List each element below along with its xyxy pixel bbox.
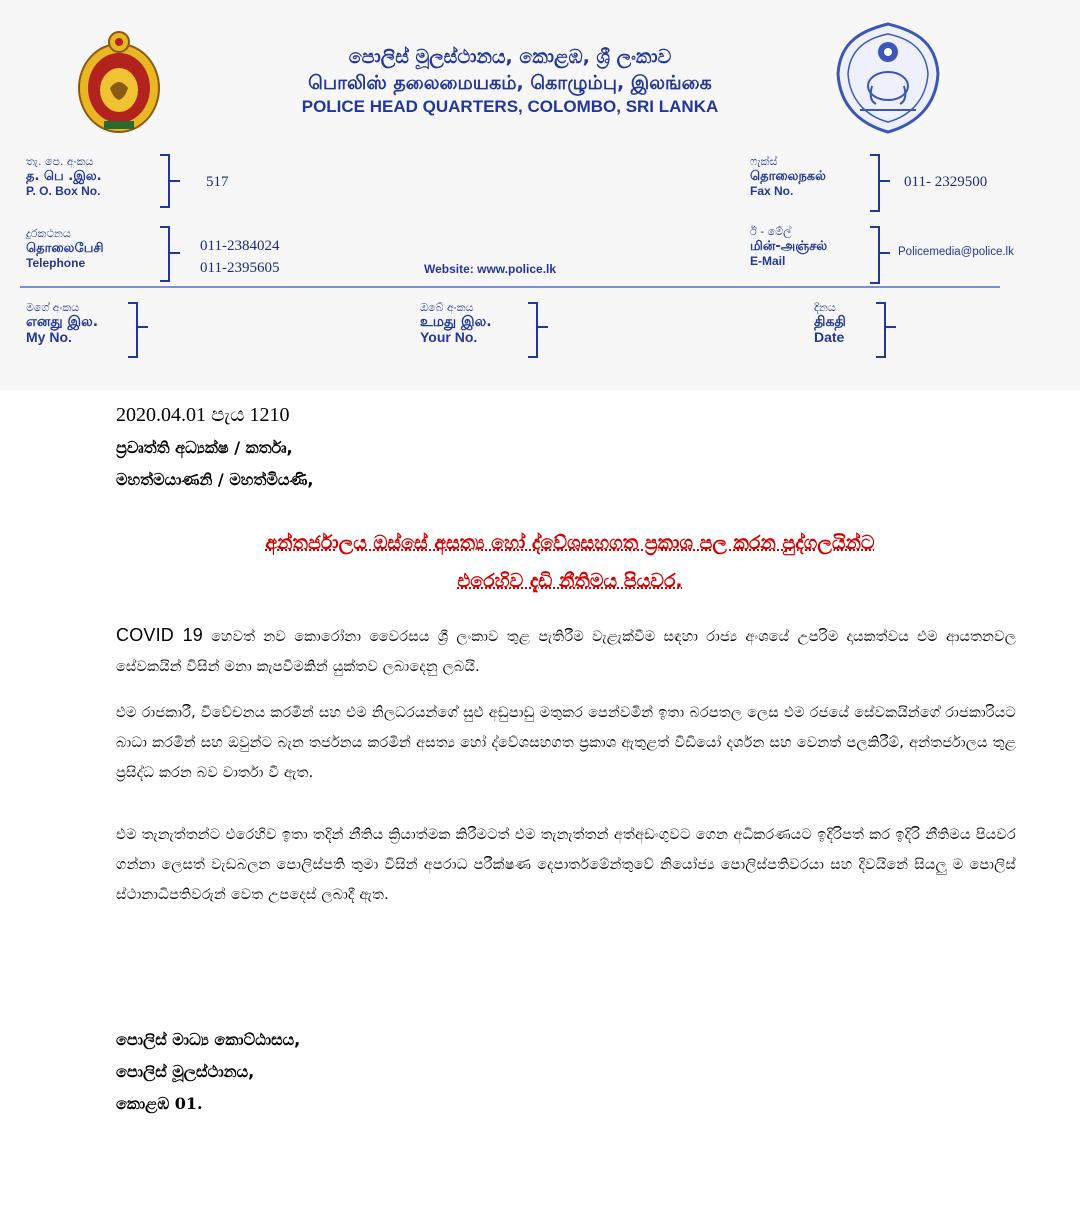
- header-divider: [20, 286, 1000, 288]
- email-link[interactable]: Policemedia@police.lk: [898, 246, 1014, 258]
- signature-line-3: කොළඹ 01.: [116, 1094, 203, 1113]
- your-no-bracket-tick: [538, 326, 548, 328]
- hq-title-english: POLICE HEAD QUARTERS, COLOMBO, SRI LANKA: [301, 97, 719, 116]
- telephone-label-en: Telephone: [26, 256, 86, 270]
- pobox-bracket: [160, 154, 170, 208]
- fax-label: [750, 154, 826, 199]
- date-label-si: දිනය: [814, 301, 836, 314]
- pobox-bracket-tick: [170, 180, 180, 182]
- sri-lanka-emblem-icon: [72, 28, 166, 134]
- hq-title-sinhala: පොලිස් මූලස්ථානය, කොළඹ, ශ්‍රී ලංකාව: [348, 46, 672, 68]
- your-no-label-si: ඔබේ අංකය: [420, 301, 474, 314]
- addressee-line-2: මහත්මයාණනි / මහත්මියණි,: [116, 470, 314, 489]
- date-label-en: Date: [814, 329, 845, 345]
- my-no-bracket-tick: [138, 326, 148, 328]
- headline-line-2: එරෙහිව දැඩි නීතිමය පියවර.: [457, 570, 683, 592]
- date-label-ta: திகதி: [814, 314, 846, 330]
- signature-line-1: පොලිස් මාධ්‍ය කොට්ඨාසය,: [116, 1030, 301, 1049]
- telephone-value-1: 011-2384024: [200, 238, 280, 254]
- fax-label-si: ෆැක්ස්: [750, 155, 778, 168]
- paragraph-1-lead: COVID 19: [116, 625, 203, 645]
- my-no-label: [26, 300, 98, 345]
- letter-date-time: 2020.04.01 පැය 1210: [116, 404, 290, 426]
- my-no-label-en: My No.: [26, 329, 72, 345]
- paragraph-3: එම තැනැත්තන්ට එරෙහිව ඉතා තදින් නීතිය ක්‍රියාත්මක කිරීමටත් එම තැනැත්තන් අත්අඩංගුවට ගෙන අධිකරණයට ඉදිරිපත් කර ඉදිරි නීතිමය පියවර ගන්නා ලෙසත් වැඩබලන පොලිස්පති තුමා විසින් අපරාධ පරීක්ෂණ දෙපාර්තමේන්තුවේ නියෝජ්‍ය පොලිස්පතිවරයා සහ දිවයිනේ සියලු ම පොලිස් ස්ථානාධිපතිවරුන් වෙත උපදෙස් ලබාදී ඇත.: [116, 827, 1016, 903]
- fax-bracket: [870, 154, 880, 212]
- your-no-bracket: [528, 302, 538, 358]
- signature-line-2: පොලිස් මූලස්ථානය,: [116, 1062, 255, 1081]
- paragraph-2: එම රාජකාරී, විවේචනය කරමින් සහ එම නිලධරයන්ගේ සුළු අඩුපාඩු මතුකර පෙන්වමින් ඉතා බරපතල ලෙස එම රජයේ සේවකයින්ගේ රාජකාරියට බාධා කරමින් සහ ඔවුන්ට බැන තර්ජනය කරමින් අසත්‍ය හෝ ද්වේශසහගත ප්‍රකාශ ඇතුළත් වීඩියෝ දර්ශන සහ වෙනත් පලකිරීම්, අන්තර්ජාලය තුළ ප්‍රසිද්ධ කරන බව වාර්තා වී ඇත.: [116, 705, 1016, 781]
- telephone-label-si: දුරකථනය: [26, 227, 71, 240]
- your-no-label-en: Your No.: [420, 329, 478, 345]
- email-bracket-tick: [880, 252, 890, 254]
- telephone-label-ta: தொலைபேசி: [26, 241, 104, 256]
- telephone-bracket-tick: [170, 252, 180, 254]
- my-no-bracket: [128, 302, 138, 358]
- fax-label-ta: தொலைநகல்: [750, 169, 826, 184]
- paragraph-1-text: හෙවත් නව කොරෝනා වෛරසය ශ්‍රී ලංකාව තුළ පැතිරීම වැළැක්වීම සඳහා රාජ්‍ය අංශයේ උපරිම දායකත්වය එම ආයතනවල සේවකයින් විසින් මනා කැපවීමකින් යුක්තව ලබාදෙනු ලබයි.: [116, 629, 1016, 675]
- website-link[interactable]: Website: www.police.lk: [424, 262, 557, 276]
- email-bracket: [870, 226, 880, 284]
- hq-title-tamil: பொலிஸ் தலைமையகம், கொழும்பு, இலங்கை: [308, 72, 712, 94]
- email-label-si: ඊ - මේල්: [750, 225, 792, 238]
- date-bracket: [876, 302, 886, 358]
- addressee-line-1: ප්‍රවෘත්ති අධ්‍යක්ෂ / කර්තෘ,: [116, 438, 293, 457]
- paragraph-1: [116, 620, 1016, 682]
- pobox-value: 517: [206, 174, 229, 190]
- telephone-label: [26, 226, 104, 271]
- date-bracket-tick: [886, 326, 896, 328]
- telephone-value-2: 011-2395605: [200, 260, 280, 276]
- sri-lanka-police-logo-icon: [832, 20, 944, 136]
- fax-bracket-tick: [880, 180, 890, 182]
- pobox-label-ta: த. பெ .இல.: [26, 169, 102, 184]
- fax-value: 011- 2329500: [904, 174, 988, 190]
- email-label: [750, 224, 827, 269]
- telephone-bracket: [160, 226, 170, 282]
- pobox-label-en: P. O. Box No.: [26, 184, 101, 198]
- email-label-en: E-Mail: [750, 254, 786, 268]
- date-label: [814, 300, 846, 345]
- my-no-label-si: මගේ අංකය: [26, 301, 80, 314]
- my-no-label-ta: எனது இல.: [26, 314, 99, 330]
- email-label-ta: மின்-அஞ்சல்: [750, 239, 828, 254]
- pobox-label: [26, 154, 102, 199]
- your-no-label: [420, 300, 492, 345]
- your-no-label-ta: உமது இல.: [420, 314, 492, 330]
- pobox-label-si: තැ. පෙ. අංකය: [26, 155, 94, 168]
- headline-line-1: අන්තර්ජාලය ඔස්සේ අසත්‍ය හෝ ද්වේශසහගත ප්‍රකාශ පල කරන පුද්ගලයින්ට: [265, 532, 875, 554]
- fax-label-en: Fax No.: [750, 184, 794, 198]
